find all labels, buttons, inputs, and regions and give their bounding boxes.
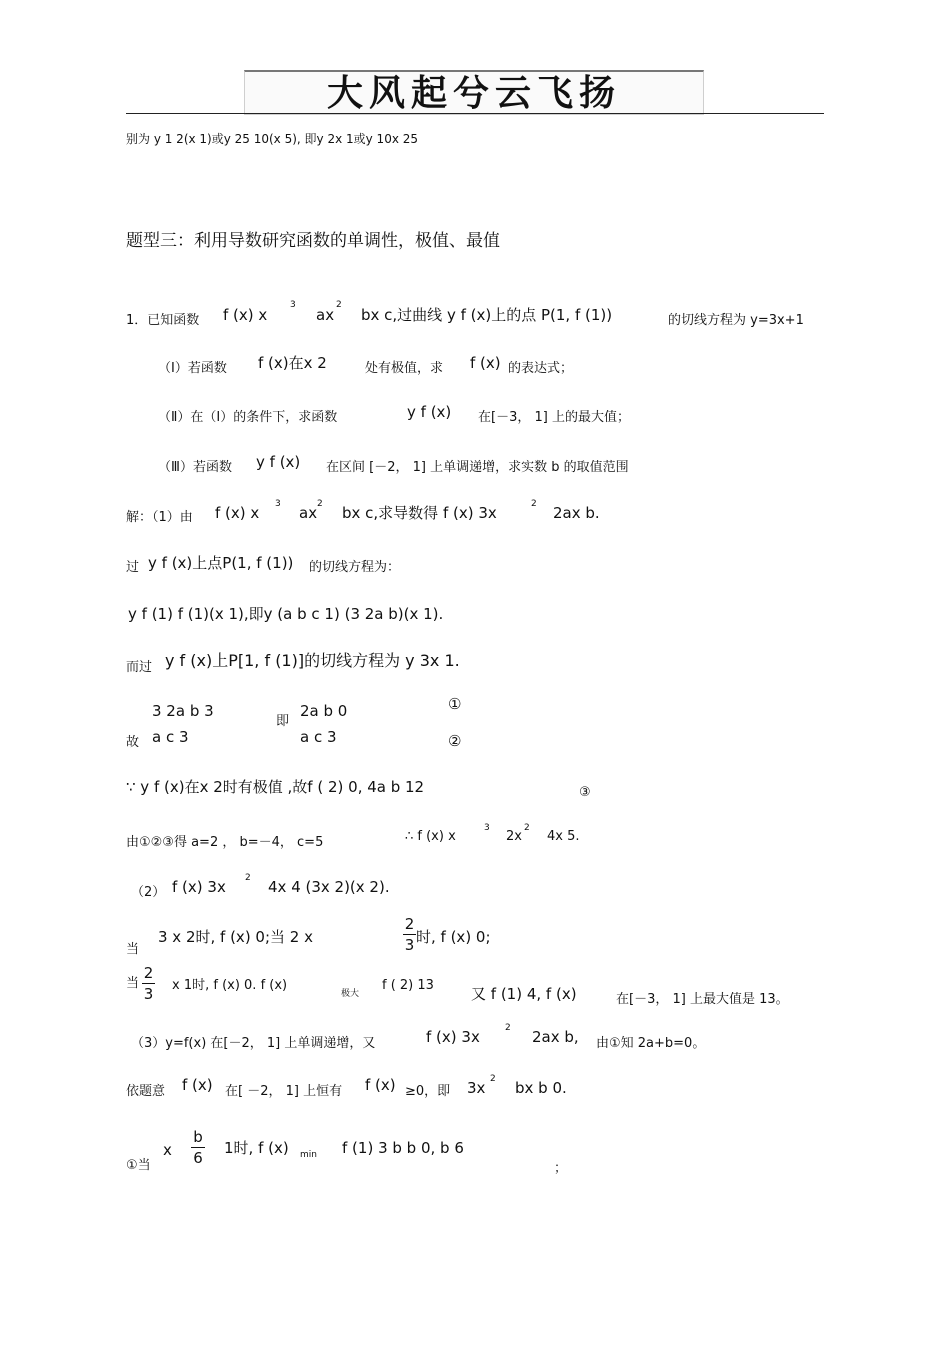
extremum-condition: ∵ y f (x)在x 2时有极值 ,故f ( 2) 0, 4a b 12 <box>126 778 425 796</box>
exponent: 2 <box>317 499 323 509</box>
banner-text: 大风起兮云飞扬 <box>326 72 621 114</box>
circled-2: ② <box>448 732 462 750</box>
question-1-fx: f (x) <box>470 354 501 372</box>
case-2: x 1时, f (x) 0. f (x) <box>172 978 288 993</box>
fraction-denominator: 3 <box>143 985 154 1003</box>
problem-func: f (x) x <box>223 306 268 324</box>
subscript-min: min <box>300 1150 317 1160</box>
case-1-end: 时, f (x) 0; <box>416 928 491 946</box>
system-right-2: a c 3 <box>300 728 337 746</box>
header-rule <box>126 113 824 114</box>
circled-3: ③ <box>579 785 591 800</box>
fraction-two-thirds <box>403 915 416 954</box>
section-title: 题型三：利用导数研究函数的单调性，极值、最值 <box>126 231 500 251</box>
problem-tangent: 的切线方程为 y=3x+1 <box>668 313 804 328</box>
interval-compare: 又 f (1) 4, f (x) <box>471 985 577 1003</box>
banner-title-image <box>244 70 704 115</box>
question-1-label: （Ⅰ）若函数 <box>158 361 227 376</box>
case-3-result: f (1) 3 b b 0, b 6 <box>342 1139 464 1157</box>
system-ji: 即 <box>276 714 290 729</box>
exponent: 2 <box>505 1023 511 1033</box>
circled-1: ① <box>448 695 462 713</box>
case-1: 3 x 2时, f (x) 0;当 2 x <box>158 928 313 946</box>
part-3-derivative-end: 2ax b, <box>532 1028 579 1046</box>
case-3-condition: 1时, f (x) <box>224 1139 289 1157</box>
problem-curve: bx c,过曲线 y f (x)上的点 P(1, f (1)) <box>361 306 613 324</box>
part-2-derivative: f (x) 3x <box>172 878 226 896</box>
solution-tangent-label: 的切线方程为： <box>309 560 401 575</box>
solution-coefficients: 由①②③得 a=2 ， b=－4， c=5 <box>126 835 324 850</box>
solution-f-result: ∴ f (x) x <box>405 829 456 844</box>
question-3-label: （Ⅲ）若函数 <box>158 460 232 475</box>
solution-intro: 解：（1）由 <box>126 510 193 525</box>
case-3-end: ； <box>554 1161 568 1176</box>
solution-tangent-eq: y f (1) f (1)(x 1),即y (a b c 1) (3 2a b)(x 1). <box>128 605 444 623</box>
solution-derivative-end: 2ax b. <box>553 504 600 522</box>
solution-given-label: 而过 <box>126 660 153 675</box>
requirement-inequality: bx b 0. <box>515 1079 567 1097</box>
system-right-1: 2a b 0 <box>300 702 348 720</box>
exponent: 3 <box>484 823 490 833</box>
solution-through: 过 <box>126 560 140 575</box>
system-left-1: 3 2a b 3 <box>152 702 214 720</box>
solution-point: y f (x)上点P(1, f (1)) <box>148 554 294 572</box>
question-1-func: f (x)在x 2 <box>258 354 327 372</box>
part-3-label: （3）y=f(x) 在[－2， 1] 上单调递增，又 <box>131 1036 376 1051</box>
solution-f-end: 4x 5. <box>547 829 580 844</box>
fraction-numerator: 2 <box>143 964 154 982</box>
subscript-maximum: 极大 <box>341 989 360 999</box>
exponent: 3 <box>290 300 296 310</box>
solution-f-2x: 2x <box>506 829 522 844</box>
question-3-text: 在区间 [－2， 1] 上单调递增，求实数 b 的取值范围 <box>326 460 629 475</box>
requirement-fx-2: f (x) <box>365 1076 396 1094</box>
exponent: 2 <box>531 499 537 509</box>
line-tangent-result: 别为 y 1 2(x 1)或y 25 10(x 5), 即y 2x 1或y 10x 25 <box>126 132 419 146</box>
fraction-two-thirds-2 <box>142 964 155 1003</box>
solution-func: f (x) x <box>215 504 260 522</box>
exponent: 2 <box>524 823 530 833</box>
part-3-condition: 由①知 2a+b=0。 <box>596 1036 706 1051</box>
system-gu: 故 <box>126 735 140 750</box>
solution-derivative: bx c,求导数得 f (x) 3x <box>342 504 497 522</box>
question-2-func: y f (x) <box>407 403 452 421</box>
part-2-factor: 4x 4 (3x 2)(x 2). <box>268 878 390 896</box>
fraction-numerator: b <box>193 1128 203 1146</box>
fraction-denominator: 3 <box>404 936 415 954</box>
case-3-label: ①当 <box>126 1158 151 1173</box>
fraction-denominator: 6 <box>193 1149 203 1167</box>
maximum-value: f ( 2) 13 <box>382 978 434 993</box>
part-3-derivative: f (x) 3x <box>426 1028 480 1046</box>
requirement-3x: 3x <box>467 1079 486 1097</box>
solution-given-eq: y f (x)上P[1, f (1)]的切线方程为 y 3x 1. <box>165 651 460 670</box>
question-1-end: 的表达式； <box>508 361 574 376</box>
exponent: 2 <box>336 300 342 310</box>
question-2-text: 在[－3， 1] 上的最大值； <box>478 410 630 425</box>
exponent: 2 <box>245 873 251 883</box>
solution-func-ax: ax <box>299 504 318 522</box>
fraction-numerator: 2 <box>404 915 415 933</box>
system-left-2: a c 3 <box>152 728 189 746</box>
requirement-label: 依题意 <box>126 1084 166 1099</box>
question-1-text: 处有极值，求 <box>365 361 444 376</box>
exponent: 3 <box>275 499 281 509</box>
requirement-interval: 在[ －2， 1] 上恒有 <box>225 1084 343 1099</box>
fraction-b-over-6 <box>191 1128 205 1167</box>
case-when-2: 当 <box>126 976 140 991</box>
exponent: 2 <box>490 1074 496 1084</box>
requirement-ge: ≥0，即 <box>405 1084 451 1099</box>
problem-intro: 1．已知函数 <box>126 313 200 328</box>
question-2-label: （Ⅱ）在（Ⅰ）的条件下，求函数 <box>158 410 338 425</box>
part-2-label: （2） <box>131 885 166 900</box>
question-3-func: y f (x) <box>256 453 301 471</box>
case-when: 当 <box>126 942 140 957</box>
case-3-x: x <box>163 1141 172 1159</box>
requirement-fx: f (x) <box>182 1076 213 1094</box>
interval-max-result: 在[－3， 1] 上最大值是 13。 <box>616 992 789 1007</box>
problem-func-ax: ax <box>316 306 335 324</box>
